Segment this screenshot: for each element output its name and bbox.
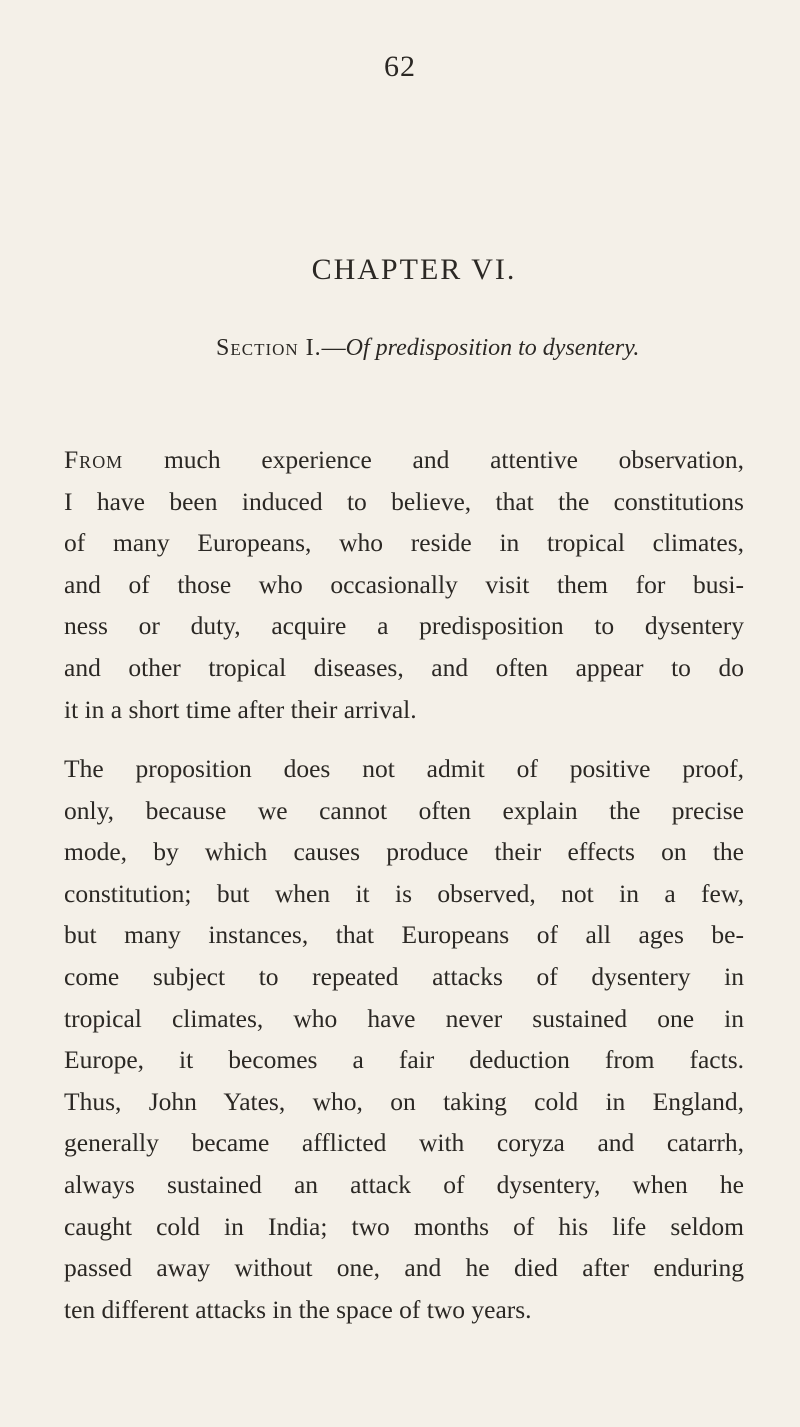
paragraph-line: mode, by which causes produce their effects on the: [64, 837, 744, 867]
paragraph-line: and other tropical diseases, and often appear to do: [64, 652, 744, 682]
paragraph-line: tropical climates, who have never sustained one in: [64, 1003, 744, 1033]
paragraph-line: I have been induced to believe, that the constitutions: [64, 486, 744, 516]
chapter-title: CHAPTER VI.: [311, 253, 517, 286]
paragraph-line: From much experience and attentive observation,: [64, 445, 744, 474]
paragraph-line: but many instances, that Europeans of all ages be-: [64, 920, 744, 950]
paragraph-2: [64, 748, 744, 1330]
paragraph-line: it in a short time after their arrival.: [64, 694, 417, 724]
section-label: Section I.: [216, 335, 322, 361]
paragraph-line: The proposition does not admit of positive proof,: [64, 754, 744, 783]
paragraph-line: only, because we cannot often explain the precise: [64, 795, 744, 825]
paragraph-line: of many Europeans, who reside in tropical climates,: [64, 528, 744, 558]
paragraph-line: passed away without one, and he died after enduring: [64, 1253, 744, 1283]
paragraph-line: ten different attacks in the space of two years.: [64, 1294, 532, 1324]
paragraph-line: and of those who occasionally visit them for busi-: [64, 569, 744, 599]
paragraph-line: ness or duty, acquire a predisposition to dysentery: [64, 611, 744, 641]
lead-word: From: [64, 445, 124, 474]
paragraph-line: come subject to repeated attacks of dysentery in: [64, 961, 744, 991]
paragraph-line: caught cold in India; two months of his life seldom: [64, 1211, 744, 1241]
paragraph-line: generally became afflicted with coryza and catarrh,: [64, 1128, 744, 1158]
paragraph-line: Thus, John Yates, who, on taking cold in England,: [64, 1086, 744, 1116]
section-title: Of predisposition to dysentery.: [345, 335, 640, 361]
paragraph-line: always sustained an attack of dysentery, when he: [64, 1169, 744, 1199]
paragraph-line: constitution; but when it is observed, not in a few,: [64, 878, 744, 908]
paragraph-1: [64, 439, 744, 730]
paragraph-line: Europe, it becomes a fair deduction from facts.: [64, 1045, 744, 1075]
section-dash: —: [321, 335, 346, 361]
section-heading: [216, 335, 639, 362]
page-number: 62: [384, 50, 416, 83]
